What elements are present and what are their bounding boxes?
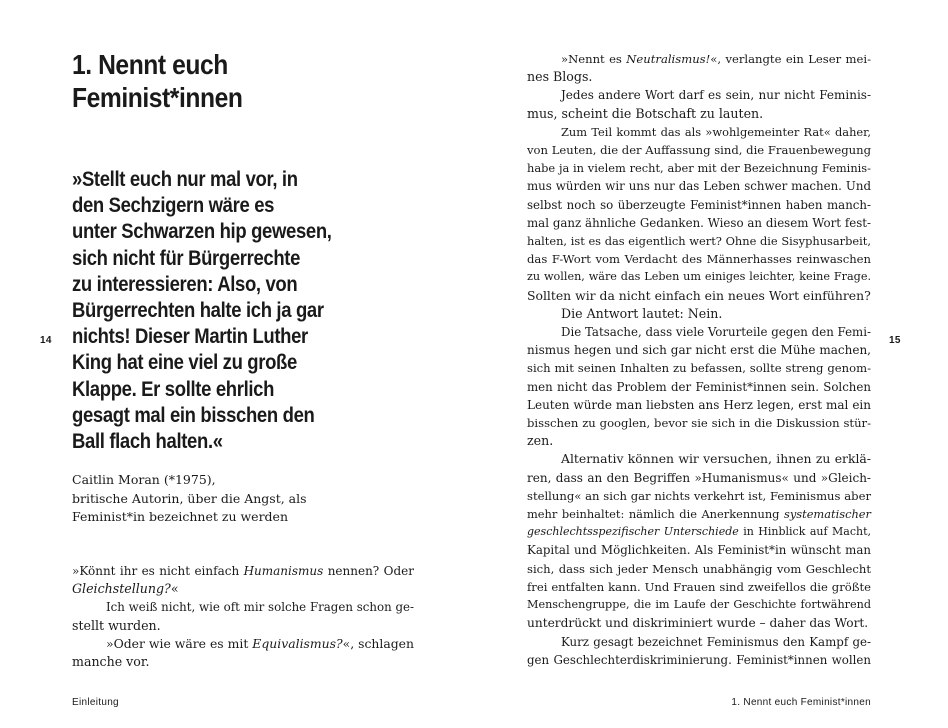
- attribution-line: Caitlin Moran (*1975),: [72, 472, 216, 487]
- text-line: Kurz gesagt bezeichnet Feminismus den Kampf ge-: [561, 634, 871, 649]
- epigraph-line: King hat eine viel zu große: [72, 350, 297, 375]
- epigraph-line: den Sechzigern wäre es: [72, 193, 275, 218]
- page-number: 15: [889, 335, 901, 346]
- text-line: Zum Teil kommt das als »wohlgemeinter Rat« daher,: [561, 124, 871, 139]
- text-line: sich, dass sich jeder Mensch unabhängig vom Geschlecht: [527, 561, 871, 576]
- epigraph-line: Klappe. Er sollte ehrlich: [72, 376, 275, 401]
- text-line: mus, scheint die Botschaft zu lauten.: [527, 105, 764, 121]
- epigraph-line: unter Schwarzen hip gewesen,: [72, 219, 332, 244]
- attribution-line: britische Autorin, über die Angst, als: [72, 490, 307, 506]
- text-line: gen Geschlechterdiskriminierung. Feminist*innen wollen: [527, 652, 871, 667]
- text-line: stellung« an sich gar nichts verkehrt ist, Feminismus aber: [527, 488, 871, 503]
- epigraph-line: zu interessieren: Also, von: [72, 271, 298, 296]
- epigraph-line: sich nicht für Bürgerrechte: [72, 245, 301, 270]
- text-line: Die Tatsache, dass viele Vorurteile gegen den Femi-: [561, 325, 872, 340]
- epigraph-line: »Stellt euch nur mal vor, in: [72, 167, 298, 191]
- text-line: Die Antwort lautet: Nein.: [561, 305, 723, 321]
- page-number: 14: [40, 335, 52, 346]
- attribution-line: Feminist*in bezeichnet zu werden: [72, 509, 289, 524]
- text-line: mus würden wir uns nur das Leben schwer machen. Und: [527, 179, 871, 194]
- text-line: »Könnt ihr es nicht einfach Humanismus nennen? Oder: [72, 564, 414, 578]
- text-line: Jedes andere Wort darf es sein, nur nicht Feminis-: [561, 88, 871, 103]
- text-line: habe ja in vielem recht, aber mit der Bezeichnung Feminis-: [527, 161, 871, 176]
- text-line: geschlechtsspezifischer Unterschiede in Hinblick auf Macht,: [527, 525, 872, 539]
- text-line: frei entfalten kann. Und Frauen sind zweifellos die größte: [527, 579, 871, 594]
- running-footer: Einleitung: [72, 697, 119, 708]
- chapter-title: 1. Nennt euch Feminist*innen: [72, 49, 243, 113]
- text-line: men nicht das Problem der Feminist*innen sein. Solchen: [527, 379, 871, 394]
- right-page: [474, 0, 948, 728]
- left-body-text: [72, 562, 414, 671]
- text-line: von Leuten, die der Auffassung sind, die Frauenbewegung: [527, 143, 871, 158]
- text-line: nismus hegen und sich gar nicht erst die Mühe machen,: [527, 343, 871, 358]
- epigraph-quote: [72, 166, 356, 454]
- text-line: manche vor.: [72, 654, 150, 670]
- text-line: sich mit seinen Inhalten zu befassen, sollte streng genom-: [527, 361, 871, 376]
- text-line: unterdrückt und diskriminiert wurde – daher das Wort.: [527, 616, 869, 631]
- text-line: Gleichstellung?«: [72, 581, 179, 597]
- text-line: zen.: [527, 433, 554, 449]
- running-footer: 1. Nennt euch Feminist*innen: [731, 697, 871, 708]
- text-line: Menschengruppe, die im Laufe der Geschichte fortwährend: [527, 598, 871, 612]
- epigraph-line: Bürgerrechten halte ich ja gar: [72, 298, 324, 323]
- text-line: Kapital und Möglichkeiten. Als Feminist*in wünscht man: [527, 543, 871, 558]
- text-line: bisschen zu googlen, bevor sie sich in die Diskussion stür-: [527, 416, 871, 431]
- text-line: stellt wurden.: [72, 617, 161, 633]
- text-line: zu wollen, wäre das Leben um einiges leichter, keine Frage.: [527, 270, 871, 284]
- epigraph-line: Ball flach halten.«: [72, 429, 223, 454]
- text-line: selbst noch so überzeugte Feminist*innen haben manch-: [527, 197, 871, 212]
- text-line: Leuten würde man liebsten ans Herz legen, erst mal ein: [527, 397, 871, 412]
- text-line: halten, ist es das eigentlich wert? Ohne die Sisyphusarbeit,: [527, 234, 871, 249]
- text-line: mehr beinhaltet: nämlich die Anerkennung systematischer: [527, 507, 871, 522]
- text-line: Sollten wir da nicht einfach ein neues Wort einführen?: [527, 287, 871, 303]
- epigraph-attribution: [72, 471, 402, 527]
- text-line: Ich weiß nicht, wie oft mir solche Fragen schon ge-: [106, 600, 414, 615]
- text-line: ren, dass an den Begriffen »Humanismus« und »Gleich-: [527, 470, 871, 485]
- epigraph-line: gesagt mal ein bisschen den: [72, 402, 315, 427]
- right-body-text: [527, 50, 871, 669]
- epigraph-line: nichts! Dieser Martin Luther: [72, 324, 308, 349]
- text-line: »Oder wie wäre es mit Equivalismus?«, schlagen: [106, 635, 414, 651]
- text-line: Alternativ können wir versuchen, ihnen zu erklä-: [561, 451, 871, 467]
- text-line: »Nennt es Neutralismus!«, verlangte ein Leser mei-: [561, 52, 871, 66]
- text-line: mal ganz ähnliche Gedanken. Wieso an diesem Wort fest-: [527, 215, 871, 230]
- text-line: nes Blogs.: [527, 69, 593, 85]
- text-line: das F-Wort vom Verdacht des Männerhasses reinwaschen: [527, 252, 871, 267]
